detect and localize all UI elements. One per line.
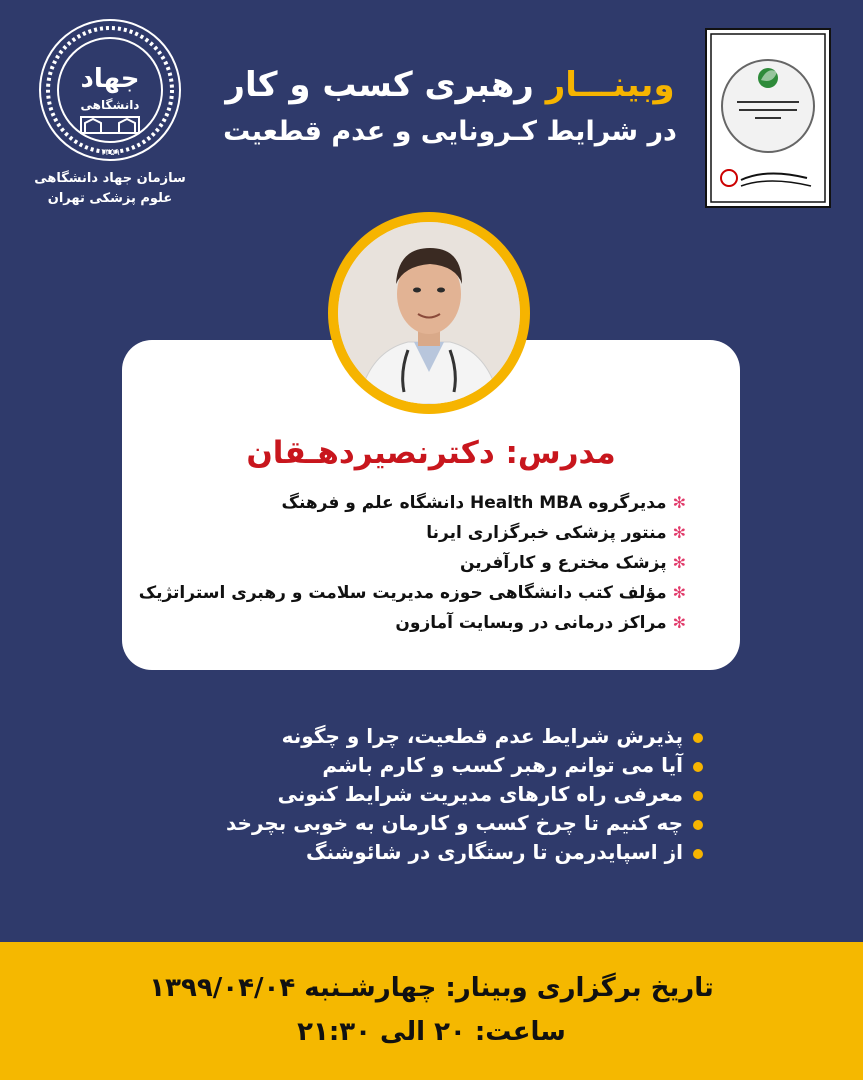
asterisk-icon: ✻ [672, 523, 686, 542]
bullet-dot-icon [693, 733, 703, 743]
topic-item: معرفی راه کارهای مدیریت شرایط کنونی [183, 780, 703, 809]
org-name-line1: سازمان جهاد دانشگاهی [34, 171, 186, 186]
webinar-time: ساعت: ۲۰ الی ۲۱:۳۰ [297, 1017, 566, 1047]
partner-logo-icon [707, 30, 829, 206]
title-accent: وبینـــار [545, 65, 675, 105]
topic-item: از اسپایدرمن تا رستگاری در شائوشنگ [183, 838, 703, 867]
doctor-portrait-icon [338, 222, 520, 404]
asterisk-icon: ✻ [672, 613, 686, 632]
emblem-year: ۱۳۵۹ [100, 148, 120, 158]
topics-list [183, 722, 703, 867]
date-time-footer [0, 942, 863, 1080]
asterisk-icon: ✻ [672, 583, 686, 602]
credential-item: ✻مؤلف کتب دانشگاهی حوزه مدیریت سلامت و رهبری استراتژیک [138, 583, 686, 603]
title-subtitle: در شرایط کـرونایی و عدم قطعیت [223, 116, 677, 147]
topic-item: آیا می توانم رهبر کسب و کارم باشم [183, 751, 703, 780]
jahad-emblem-icon [35, 15, 185, 165]
bullet-dot-icon [693, 791, 703, 801]
title-main [200, 62, 700, 108]
title-rest: رهبری کسب و کار [225, 65, 534, 105]
webinar-date: تاریخ برگزاری وبینار: چهارشـنبه ۱۳۹۹/۰۴/۰۴ [149, 973, 714, 1003]
topic-item: پذیرش شرایط عدم قطعیت، چرا و چگونه [183, 722, 703, 751]
bullet-dot-icon [693, 849, 703, 859]
topic-item: چه کنیم تا چرخ کسب و کارمان به خوبی بچرخد [183, 809, 703, 838]
emblem-title: جهاد [80, 64, 140, 94]
bullet-dot-icon [693, 762, 703, 772]
instructor-photo-frame [328, 212, 530, 414]
credentials-list [138, 488, 686, 638]
instructor-name: مدرس: دکترنصیردهـقان [246, 435, 616, 471]
credential-item: ✻پزشک مخترع و کارآفرین [460, 553, 686, 573]
jahad-logo [30, 15, 190, 209]
credential-item: ✻مدیرگروه Health MBA دانشگاه علم و فرهنگ [281, 493, 686, 513]
partner-logo [705, 28, 831, 208]
bullet-dot-icon [693, 820, 703, 830]
emblem-subtitle: دانشگاهی [80, 98, 140, 112]
asterisk-icon: ✻ [672, 493, 686, 512]
org-name-line2: علوم پزشکی تهران [47, 191, 173, 206]
credential-item: ✻منتور پزشکی خبرگزاری ایرنا [426, 523, 686, 543]
asterisk-icon: ✻ [672, 553, 686, 572]
webinar-title [200, 62, 700, 152]
instructor-photo [338, 222, 520, 404]
credential-item: ✻مراکز درمانی در وبسایت آمازون [395, 613, 686, 633]
